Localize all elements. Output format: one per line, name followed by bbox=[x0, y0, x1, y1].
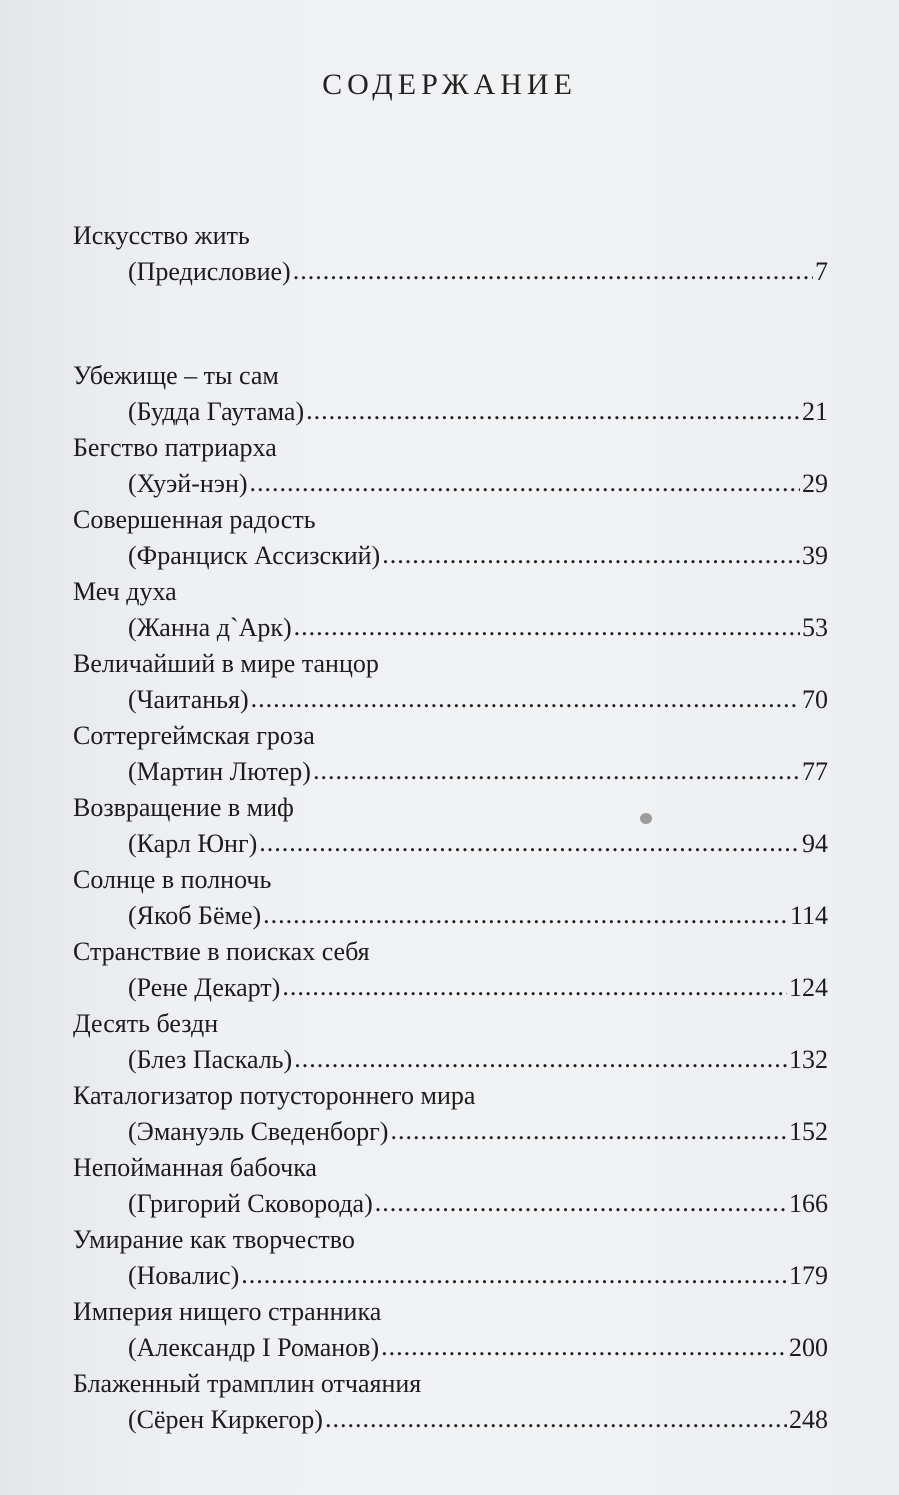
toc-entry-line bbox=[73, 1402, 828, 1438]
dot-leader bbox=[294, 1041, 787, 1077]
toc-entry-subtitle: (Чаитанья) bbox=[128, 685, 249, 714]
toc-entry-line bbox=[73, 394, 828, 430]
toc-entry-page: 7 bbox=[815, 257, 828, 286]
toc-entry-page: 152 bbox=[789, 1117, 828, 1146]
toc-entry-title: Каталогизатор потустороннего мира bbox=[73, 1081, 476, 1110]
toc-entry-subtitle: (Александр I Романов) bbox=[128, 1333, 380, 1362]
toc-entry bbox=[73, 430, 828, 502]
toc-entry-subtitle: (Блез Паскаль) bbox=[128, 1045, 293, 1074]
toc-entry bbox=[73, 502, 828, 574]
toc-entry-page: 77 bbox=[802, 757, 828, 786]
toc-entry bbox=[73, 1366, 828, 1438]
toc-entry-page: 132 bbox=[789, 1045, 828, 1074]
toc-entry bbox=[73, 1078, 828, 1150]
toc-entry-subtitle: (Сёрен Киркегор) bbox=[128, 1405, 323, 1434]
toc-entry-title: Величайший в мире танцор bbox=[73, 649, 379, 678]
toc-entry bbox=[73, 862, 828, 934]
toc-entry bbox=[73, 934, 828, 1006]
toc-entry-title: Возвращение в миф bbox=[73, 793, 294, 822]
dot-leader bbox=[259, 825, 800, 861]
toc-entry-line bbox=[73, 538, 828, 574]
toc-entry-subtitle: (Франциск Ассизский) bbox=[128, 541, 381, 570]
toc-entry-title: Убежище – ты сам bbox=[73, 361, 279, 390]
toc-entry-line bbox=[73, 970, 828, 1006]
toc-entry-line bbox=[73, 466, 828, 502]
dot-leader bbox=[282, 969, 787, 1005]
dot-leader bbox=[251, 681, 800, 717]
dot-leader bbox=[390, 1113, 787, 1149]
toc-entry-subtitle: (Якоб Бёме) bbox=[128, 901, 262, 930]
dot-leader bbox=[313, 753, 800, 789]
toc-entry-line bbox=[73, 754, 828, 790]
toc-entry-subtitle: (Эмануэль Сведенборг) bbox=[128, 1117, 389, 1146]
toc-entry-title: Бегство патриарха bbox=[73, 433, 277, 462]
toc-entry bbox=[73, 646, 828, 718]
toc-entry bbox=[73, 1294, 828, 1366]
toc-entry-subtitle: (Карл Юнг) bbox=[128, 829, 258, 858]
dot-leader bbox=[293, 253, 813, 289]
toc-entry-title: Совершенная радость bbox=[73, 505, 316, 534]
toc-entry-page: 248 bbox=[789, 1405, 828, 1434]
toc-entry-page: 29 bbox=[802, 469, 828, 498]
toc-entry-subtitle: (Будда Гаутама) bbox=[128, 397, 305, 426]
dot-leader bbox=[375, 1185, 787, 1221]
toc-entry-page: 179 bbox=[789, 1261, 828, 1290]
toc-entry-line bbox=[73, 1258, 828, 1294]
dot-leader bbox=[382, 537, 800, 573]
toc-entry-line bbox=[73, 1186, 828, 1222]
dot-leader bbox=[306, 393, 800, 429]
toc-entry-title: Искусство жить bbox=[73, 221, 250, 250]
dot-leader bbox=[250, 465, 800, 501]
paper-speck bbox=[640, 813, 652, 824]
toc-entry-subtitle: (Хуэй-нэн) bbox=[128, 469, 248, 498]
toc-entry bbox=[73, 574, 828, 646]
toc-entry-line bbox=[73, 1114, 828, 1150]
toc-entry bbox=[73, 1006, 828, 1078]
toc-entry-title: Солнце в полночь bbox=[73, 865, 272, 894]
toc-entry-line bbox=[73, 826, 828, 862]
toc-entry-subtitle: (Мартин Лютер) bbox=[128, 757, 311, 786]
dot-leader bbox=[294, 609, 800, 645]
toc-entry-page: 21 bbox=[802, 397, 828, 426]
page-title: СОДЕРЖАНИЕ bbox=[322, 68, 577, 101]
toc-entry-line bbox=[73, 898, 828, 934]
toc-entry-line bbox=[73, 1330, 828, 1366]
toc-entry-title: Десять бездн bbox=[73, 1009, 219, 1038]
table-of-contents bbox=[73, 218, 828, 1438]
toc-entry-page: 200 bbox=[789, 1333, 828, 1362]
toc-entry-subtitle: (Предисловие) bbox=[128, 257, 291, 286]
toc-entry bbox=[73, 1150, 828, 1222]
toc-entry-line bbox=[73, 254, 828, 290]
toc-entry bbox=[73, 790, 828, 862]
dot-leader bbox=[325, 1401, 787, 1437]
toc-entry-title: Умирание как творчество bbox=[73, 1225, 355, 1254]
toc-entry-subtitle: (Григорий Сковорода) bbox=[128, 1189, 373, 1218]
toc-entry-page: 124 bbox=[789, 973, 828, 1002]
toc-entry-subtitle: (Новалис) bbox=[128, 1261, 240, 1290]
toc-entry-title: Империя нищего странника bbox=[73, 1297, 382, 1326]
toc-entry bbox=[73, 358, 828, 430]
toc-entry-line bbox=[73, 1042, 828, 1078]
toc-entry-title: Меч духа bbox=[73, 577, 177, 606]
toc-entry-title: Странствие в поисках себя bbox=[73, 937, 370, 966]
toc-entry-page: 53 bbox=[802, 613, 828, 642]
toc-entry-line bbox=[73, 610, 828, 646]
toc-entry-title: Блаженный трамплин отчаяния bbox=[73, 1369, 422, 1398]
toc-entry-subtitle: (Рене Декарт) bbox=[128, 973, 281, 1002]
toc-entry-subtitle: (Жанна д`Арк) bbox=[128, 613, 292, 642]
dot-leader bbox=[381, 1329, 787, 1365]
dot-leader bbox=[241, 1257, 787, 1293]
toc-entry bbox=[73, 1222, 828, 1294]
toc-entry bbox=[73, 718, 828, 790]
toc-entry-page: 166 bbox=[789, 1189, 828, 1218]
toc-entry-line bbox=[73, 682, 828, 718]
toc-entry-page: 114 bbox=[789, 901, 828, 930]
toc-entry bbox=[73, 218, 828, 290]
toc-entry-page: 94 bbox=[802, 829, 828, 858]
toc-entry-page: 70 bbox=[802, 685, 828, 714]
toc-entry-title: Непойманная бабочка bbox=[73, 1153, 317, 1182]
toc-entry-page: 39 bbox=[802, 541, 828, 570]
dot-leader bbox=[263, 897, 788, 933]
toc-entry-title: Соттергеймская гроза bbox=[73, 721, 315, 750]
